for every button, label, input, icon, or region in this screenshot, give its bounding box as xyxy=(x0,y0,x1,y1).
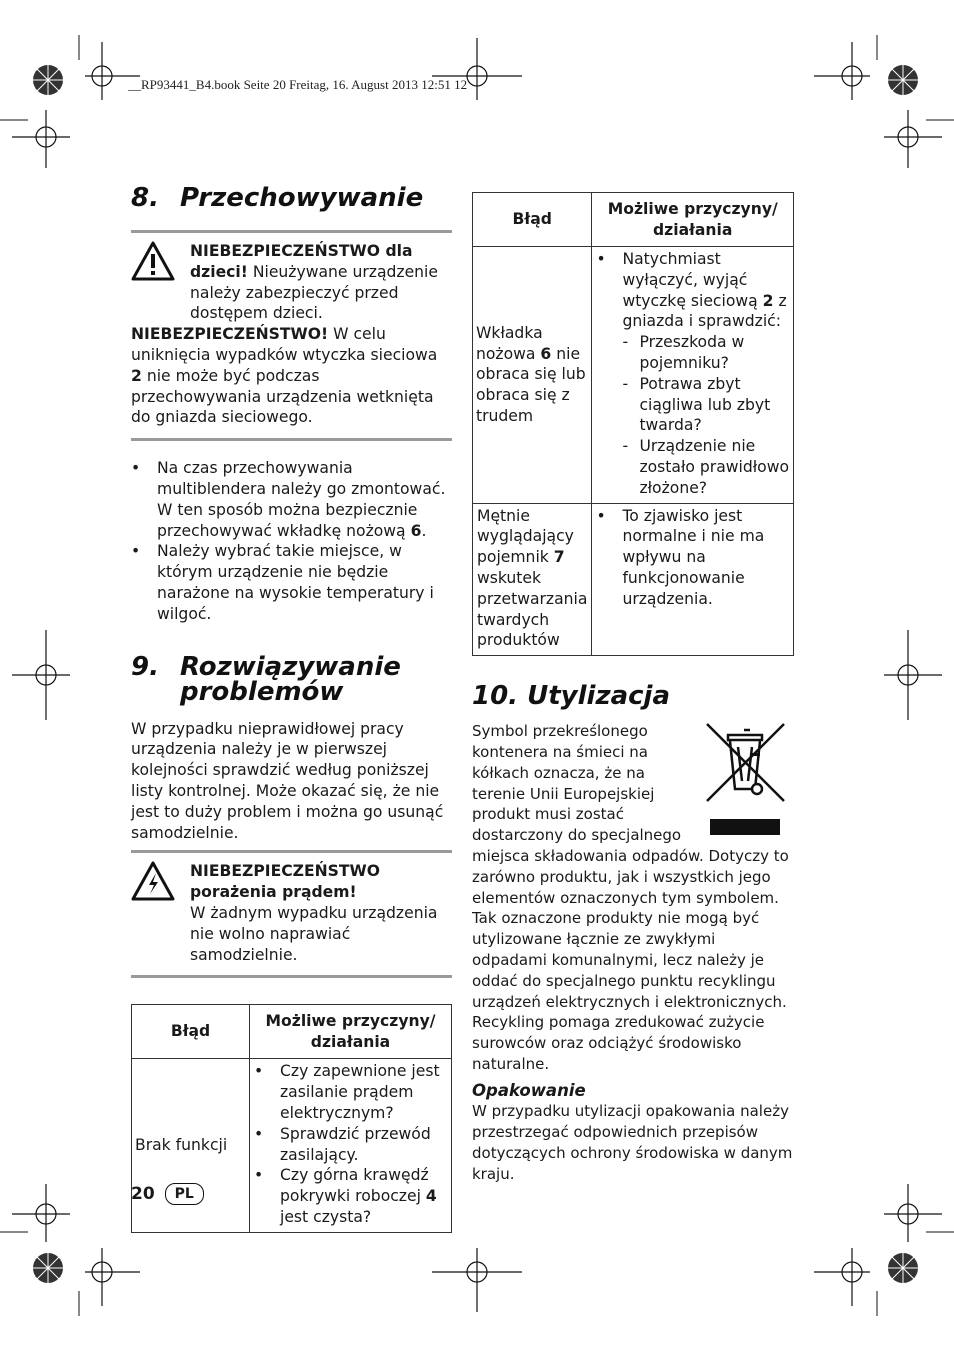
disposal-section xyxy=(472,721,794,1185)
page-footer xyxy=(131,1183,204,1205)
table-header: Możliwe przyczyny/ działania xyxy=(592,193,794,247)
child-warning: NIEBEZPIECZEŃSTWO dla dzieci! Nieużywane urządzenie należy zabezpieczyć przed dostępem dzieci. xyxy=(190,242,438,323)
list-item: • Na czas przechowywania multiblendera należy go zmontować. W ten sposób można bezpiecznie przechowywać wkładkę nożową 6. xyxy=(131,458,452,541)
table-row: Wkładka nożowa 6 nie obraca się lub obraca się z trudem • Natychmiast wyłączyć, wyjąć wtyczkę sieciową 2 z gniazda i sprawdzić: - Przeszkoda w pojemniku? - Potrawa zbyt ciągliwa lub zbyt twarda? - Urządzenie nie zostało prawidłowo złożone? xyxy=(473,247,794,504)
shock-warning-box: NIEBEZPIECZEŃSTWO porażenia prądem! W żadnym wypadku urządzenia nie wolno naprawiać samodzielnie. xyxy=(131,850,452,978)
print-header: __RP93441_B4.book Seite 20 Freitag, 16. August 2013 12:51 12 xyxy=(128,77,468,92)
list-item: • Należy wybrać takie miejsce, w którym urządzenie nie będzie narażone na wysokie temperatury i wilgoć. xyxy=(131,541,452,624)
table-header: Błąd xyxy=(473,193,592,247)
disposal-text: Symbol przekreślonego kontenera na śmieci na kółkach oznacza, że na terenie Unii Europejskiej produkt musi zostać dostarczony do specjalnego miejsca składowania odpadów. Dotyczy to zarówno produktu, jak i wszystkich jego elementów oznaczonych tym symbolem. Tak oznaczone produkty nie mogą być utylizowane łącznie ze zwykłymi odpadami komunalnymi, lecz należy je oddać do specjalnego punktu recyklingu urządzeń elektrycznych i elektronicznych. Recykling pomaga zredukować zużycie surowców oraz odciążyć środowisko naturalne. xyxy=(472,722,789,1073)
section-10-heading: 10. Utylizacja xyxy=(472,681,670,712)
section-8-heading: 8. Przechowywanie xyxy=(131,183,424,213)
troubleshooting-intro: W przypadku nieprawidłowej pracy urządzenia należy je w pierwszej kolejności sprawdzić według poniższej listy kontrolnej. Może okazać się, że nie jest to duży problem i można go usunąć samodzielnie. xyxy=(131,719,444,842)
section-9-heading: 9. Rozwiązywanie problemów xyxy=(131,651,401,707)
storage-bullets xyxy=(131,458,452,624)
weee-crossed-bin-icon xyxy=(704,721,794,839)
electric-hazard-icon xyxy=(131,861,190,965)
packaging-heading: Opakowanie xyxy=(472,1080,586,1100)
troubleshooting-table-2 xyxy=(472,192,794,656)
right-column xyxy=(472,192,794,1185)
left-column xyxy=(131,183,452,1233)
table-row: Mętnie wyglądający pojemnik 7 wskutek przetwarzania twardych produktów • To zjawisko jest normalne i nie ma wpływu na funkcjonowanie urządzenia. xyxy=(473,503,794,656)
table-header: Błąd xyxy=(132,1005,250,1059)
storage-warning-box xyxy=(131,230,452,441)
page-number: 20 xyxy=(131,1184,155,1204)
packaging-text: W przypadku utylizacji opakowania należy przestrzegać odpowiednich przepisów dotyczących ochrony środowiska w danym kraju. xyxy=(472,1102,793,1183)
table-row: Brak funkcji • Czy zapewnione jest zasilanie prądem elektrycznym? • Sprawdzić przewód zasilający. • Czy górna krawędź pokrywki roboczej 4 jest czysta? xyxy=(132,1059,452,1232)
plug-warning: NIEBEZPIECZEŃSTWO! W celu uniknięcia wypadków wtyczka sieciowa 2 nie może być podczas przechowywania urządzenia wetknięta do gniazda sieciowego. xyxy=(131,325,438,427)
warning-triangle-icon xyxy=(131,241,190,324)
language-badge: PL xyxy=(165,1183,204,1205)
table-header: Możliwe przyczyny/ działania xyxy=(250,1005,452,1059)
